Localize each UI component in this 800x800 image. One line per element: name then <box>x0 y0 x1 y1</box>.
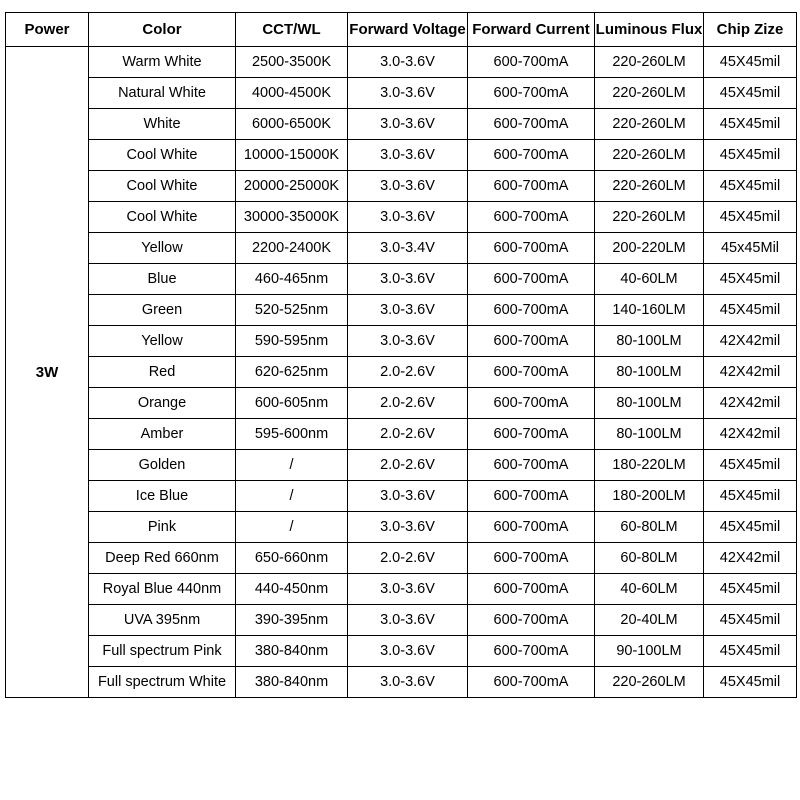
forward-current-cell: 600-700mA <box>468 140 595 171</box>
chip-size-cell: 42X42mil <box>704 326 797 357</box>
color-cell: Natural White <box>89 78 236 109</box>
forward-voltage-cell: 3.0-3.6V <box>348 667 468 698</box>
cct-wl-cell: 30000-35000K <box>236 202 348 233</box>
header-color: Color <box>89 13 236 47</box>
forward-voltage-cell: 3.0-3.6V <box>348 171 468 202</box>
table-row <box>6 419 797 450</box>
forward-voltage-cell: 2.0-2.6V <box>348 543 468 574</box>
color-cell: Green <box>89 295 236 326</box>
table-row <box>6 512 797 543</box>
luminous-flux-cell: 220-260LM <box>595 47 704 78</box>
forward-current-cell: 600-700mA <box>468 326 595 357</box>
header-forward-current: Forward Current <box>468 13 595 47</box>
header-luminous-flux: Luminous Flux <box>595 13 704 47</box>
cct-wl-cell: 20000-25000K <box>236 171 348 202</box>
cct-wl-cell: 10000-15000K <box>236 140 348 171</box>
cct-wl-cell: 440-450nm <box>236 574 348 605</box>
color-cell: Amber <box>89 419 236 450</box>
chip-size-cell: 45X45mil <box>704 171 797 202</box>
luminous-flux-cell: 220-260LM <box>595 78 704 109</box>
luminous-flux-cell: 80-100LM <box>595 326 704 357</box>
color-cell: Golden <box>89 450 236 481</box>
chip-size-cell: 45X45mil <box>704 450 797 481</box>
forward-current-cell: 600-700mA <box>468 47 595 78</box>
table-row <box>6 636 797 667</box>
forward-current-cell: 600-700mA <box>468 667 595 698</box>
color-cell: Orange <box>89 388 236 419</box>
color-cell: Cool White <box>89 202 236 233</box>
forward-voltage-cell: 3.0-3.6V <box>348 326 468 357</box>
cct-wl-cell: 390-395nm <box>236 605 348 636</box>
spec-table <box>5 12 797 698</box>
color-cell: White <box>89 109 236 140</box>
chip-size-cell: 45X45mil <box>704 109 797 140</box>
forward-voltage-cell: 3.0-3.6V <box>348 140 468 171</box>
luminous-flux-cell: 40-60LM <box>595 574 704 605</box>
color-cell: Red <box>89 357 236 388</box>
color-cell: Royal Blue 440nm <box>89 574 236 605</box>
forward-current-cell: 600-700mA <box>468 450 595 481</box>
table-row <box>6 233 797 264</box>
forward-voltage-cell: 3.0-3.6V <box>348 295 468 326</box>
chip-size-cell: 45X45mil <box>704 264 797 295</box>
cct-wl-cell: 4000-4500K <box>236 78 348 109</box>
color-cell: Yellow <box>89 233 236 264</box>
forward-voltage-cell: 3.0-3.6V <box>348 512 468 543</box>
chip-size-cell: 45X45mil <box>704 667 797 698</box>
table-row <box>6 140 797 171</box>
cct-wl-cell: / <box>236 512 348 543</box>
chip-size-cell: 45x45Mil <box>704 233 797 264</box>
table-row <box>6 78 797 109</box>
cct-wl-cell: 600-605nm <box>236 388 348 419</box>
color-cell: Full spectrum White <box>89 667 236 698</box>
color-cell: Ice Blue <box>89 481 236 512</box>
cct-wl-cell: 595-600nm <box>236 419 348 450</box>
color-cell: Cool White <box>89 140 236 171</box>
color-cell: Cool White <box>89 171 236 202</box>
luminous-flux-cell: 220-260LM <box>595 171 704 202</box>
chip-size-cell: 45X45mil <box>704 481 797 512</box>
color-cell: Full spectrum Pink <box>89 636 236 667</box>
chip-size-cell: 42X42mil <box>704 388 797 419</box>
luminous-flux-cell: 180-200LM <box>595 481 704 512</box>
luminous-flux-cell: 140-160LM <box>595 295 704 326</box>
luminous-flux-cell: 60-80LM <box>595 512 704 543</box>
luminous-flux-cell: 40-60LM <box>595 264 704 295</box>
forward-voltage-cell: 2.0-2.6V <box>348 357 468 388</box>
table-row <box>6 388 797 419</box>
forward-voltage-cell: 3.0-3.6V <box>348 574 468 605</box>
chip-size-cell: 45X45mil <box>704 295 797 326</box>
table-row <box>6 667 797 698</box>
forward-voltage-cell: 3.0-3.6V <box>348 78 468 109</box>
forward-current-cell: 600-700mA <box>468 171 595 202</box>
luminous-flux-cell: 80-100LM <box>595 419 704 450</box>
forward-current-cell: 600-700mA <box>468 233 595 264</box>
luminous-flux-cell: 200-220LM <box>595 233 704 264</box>
header-row <box>6 13 797 47</box>
power-cell: 3W <box>6 47 89 698</box>
chip-size-cell: 45X45mil <box>704 47 797 78</box>
cct-wl-cell: 460-465nm <box>236 264 348 295</box>
forward-voltage-cell: 3.0-3.6V <box>348 636 468 667</box>
forward-current-cell: 600-700mA <box>468 605 595 636</box>
table-row <box>6 605 797 636</box>
forward-voltage-cell: 2.0-2.6V <box>348 388 468 419</box>
chip-size-cell: 45X45mil <box>704 605 797 636</box>
chip-size-cell: 45X45mil <box>704 636 797 667</box>
forward-voltage-cell: 3.0-3.6V <box>348 202 468 233</box>
cct-wl-cell: 380-840nm <box>236 667 348 698</box>
luminous-flux-cell: 80-100LM <box>595 388 704 419</box>
forward-current-cell: 600-700mA <box>468 78 595 109</box>
cct-wl-cell: 2200-2400K <box>236 233 348 264</box>
forward-current-cell: 600-700mA <box>468 543 595 574</box>
cct-wl-cell: 380-840nm <box>236 636 348 667</box>
cct-wl-cell: 6000-6500K <box>236 109 348 140</box>
table-row <box>6 264 797 295</box>
forward-current-cell: 600-700mA <box>468 574 595 605</box>
chip-size-cell: 45X45mil <box>704 574 797 605</box>
luminous-flux-cell: 60-80LM <box>595 543 704 574</box>
forward-current-cell: 600-700mA <box>468 295 595 326</box>
cct-wl-cell: / <box>236 481 348 512</box>
table-row <box>6 481 797 512</box>
cct-wl-cell: 590-595nm <box>236 326 348 357</box>
table-row <box>6 543 797 574</box>
color-cell: Warm White <box>89 47 236 78</box>
cct-wl-cell: 620-625nm <box>236 357 348 388</box>
color-cell: Yellow <box>89 326 236 357</box>
color-cell: Pink <box>89 512 236 543</box>
cct-wl-cell: 2500-3500K <box>236 47 348 78</box>
forward-current-cell: 600-700mA <box>468 109 595 140</box>
forward-current-cell: 600-700mA <box>468 264 595 295</box>
chip-size-cell: 45X45mil <box>704 140 797 171</box>
luminous-flux-cell: 90-100LM <box>595 636 704 667</box>
forward-voltage-cell: 2.0-2.6V <box>348 419 468 450</box>
forward-voltage-cell: 3.0-3.6V <box>348 47 468 78</box>
cct-wl-cell: 520-525nm <box>236 295 348 326</box>
forward-current-cell: 600-700mA <box>468 202 595 233</box>
header-cct-wl: CCT/WL <box>236 13 348 47</box>
luminous-flux-cell: 20-40LM <box>595 605 704 636</box>
color-cell: UVA 395nm <box>89 605 236 636</box>
table-row <box>6 171 797 202</box>
luminous-flux-cell: 220-260LM <box>595 109 704 140</box>
forward-current-cell: 600-700mA <box>468 388 595 419</box>
forward-voltage-cell: 3.0-3.6V <box>348 605 468 636</box>
forward-current-cell: 600-700mA <box>468 357 595 388</box>
table-row <box>6 47 797 78</box>
chip-size-cell: 45X45mil <box>704 512 797 543</box>
luminous-flux-cell: 220-260LM <box>595 202 704 233</box>
table-row <box>6 357 797 388</box>
color-cell: Blue <box>89 264 236 295</box>
chip-size-cell: 42X42mil <box>704 543 797 574</box>
table-row <box>6 574 797 605</box>
cct-wl-cell: / <box>236 450 348 481</box>
luminous-flux-cell: 220-260LM <box>595 140 704 171</box>
chip-size-cell: 42X42mil <box>704 357 797 388</box>
forward-current-cell: 600-700mA <box>468 481 595 512</box>
table-row <box>6 326 797 357</box>
header-chip-size: Chip Zize <box>704 13 797 47</box>
table-row <box>6 450 797 481</box>
table-row <box>6 202 797 233</box>
forward-current-cell: 600-700mA <box>468 512 595 543</box>
cct-wl-cell: 650-660nm <box>236 543 348 574</box>
forward-voltage-cell: 3.0-3.6V <box>348 481 468 512</box>
luminous-flux-cell: 220-260LM <box>595 667 704 698</box>
header-forward-voltage: Forward Voltage <box>348 13 468 47</box>
table-body <box>6 47 797 698</box>
chip-size-cell: 45X45mil <box>704 202 797 233</box>
forward-voltage-cell: 3.0-3.4V <box>348 233 468 264</box>
color-cell: Deep Red 660nm <box>89 543 236 574</box>
forward-voltage-cell: 3.0-3.6V <box>348 264 468 295</box>
luminous-flux-cell: 80-100LM <box>595 357 704 388</box>
chip-size-cell: 45X45mil <box>704 78 797 109</box>
forward-voltage-cell: 3.0-3.6V <box>348 109 468 140</box>
forward-current-cell: 600-700mA <box>468 636 595 667</box>
forward-voltage-cell: 2.0-2.6V <box>348 450 468 481</box>
header-power: Power <box>6 13 89 47</box>
table-row <box>6 109 797 140</box>
forward-current-cell: 600-700mA <box>468 419 595 450</box>
luminous-flux-cell: 180-220LM <box>595 450 704 481</box>
chip-size-cell: 42X42mil <box>704 419 797 450</box>
table-row <box>6 295 797 326</box>
